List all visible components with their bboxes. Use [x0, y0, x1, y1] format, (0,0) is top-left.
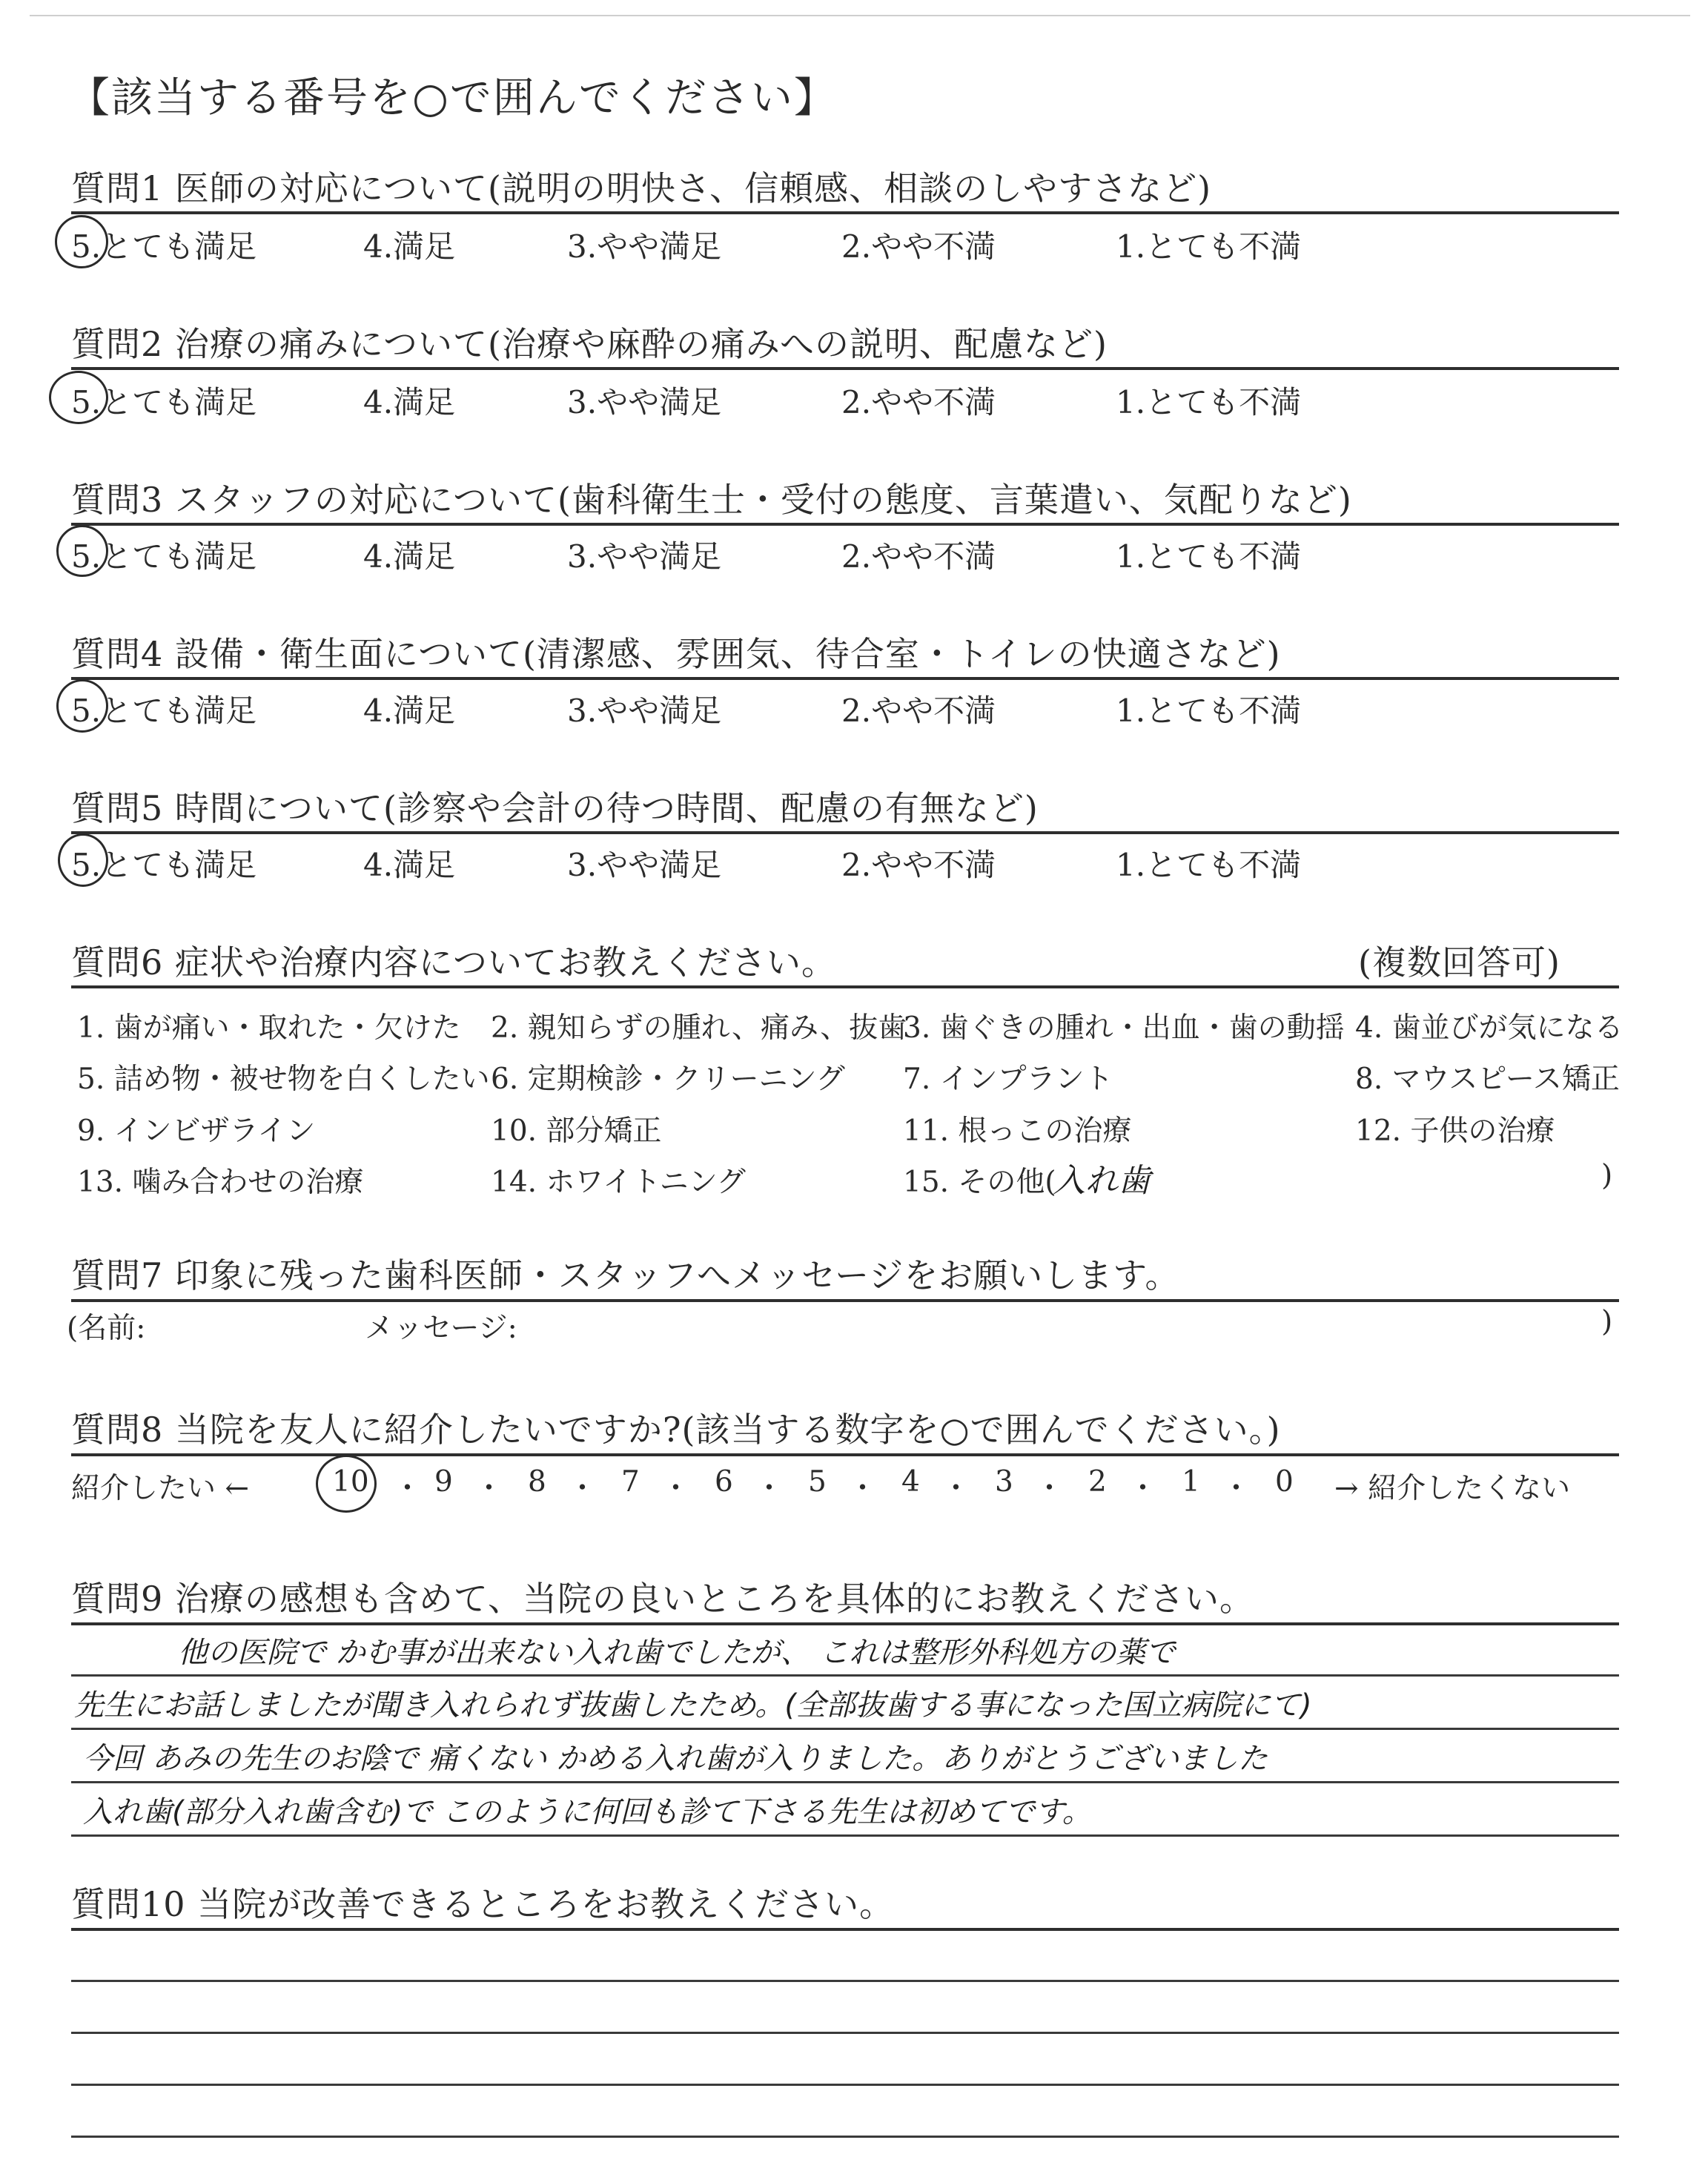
q8-scale-8[interactable]: 8 [528, 1465, 546, 1499]
q1-option-2[interactable]: 2.やや不満 [841, 228, 996, 265]
q5-option-1[interactable]: 1.とても不満 [1116, 847, 1302, 883]
q6-rule [71, 985, 1619, 988]
q8-scale-3[interactable]: 3 [995, 1465, 1013, 1499]
q5-rule [71, 831, 1619, 834]
q8-scale-6[interactable]: 6 [715, 1465, 733, 1499]
q8-right-label: → 紹介したくない [1334, 1472, 1571, 1505]
q8-title: 質問8 当院を友人に紹介したいですか?(該当する数字を○で囲んでください。) [71, 1410, 1281, 1450]
q6-item-15[interactable]: 15. その他( [903, 1166, 1056, 1199]
q7-name-label[interactable]: (名前: [67, 1312, 146, 1345]
q6-item-12[interactable]: 12. 子供の治療 [1355, 1114, 1555, 1148]
q10-title: 質問10 当院が改善できるところをお教えください。 [71, 1884, 895, 1924]
q4-option-5[interactable]: 5.とても満足 [71, 693, 257, 729]
q4-option-1[interactable]: 1.とても不満 [1116, 693, 1302, 729]
q8-sep: ・ [1128, 1472, 1158, 1505]
q6-item-11[interactable]: 11. 根っこの治療 [903, 1114, 1132, 1148]
q8-sep: ・ [941, 1472, 971, 1505]
q2-option-3[interactable]: 3.やや満足 [567, 384, 722, 420]
q3-option-1[interactable]: 1.とても不満 [1116, 538, 1302, 575]
q9-rule-1 [71, 1674, 1619, 1677]
q8-rule [71, 1453, 1619, 1456]
q2-option-5[interactable]: 5.とても満足 [71, 384, 257, 420]
q9-answer-line-2: 先生にお話しましたが聞き入れられず抜歯したため。(全部抜歯する事になった国立病院にて) [74, 1688, 1312, 1723]
q6-item-8[interactable]: 8. マウスピース矯正 [1355, 1063, 1620, 1096]
q4-title: 質問4 設備・衛生面について(清潔感、雰囲気、待合室・トイレの快適さなど) [71, 634, 1281, 674]
q8-sep: ・ [848, 1472, 878, 1505]
q8-scale-2[interactable]: 2 [1088, 1465, 1107, 1499]
q2-title: 質問2 治療の痛みについて(治療や麻酔の痛みへの説明、配慮など) [71, 324, 1108, 364]
q6-item-4[interactable]: 4. 歯並びが気になる [1355, 1011, 1623, 1045]
q8-selection-circle [316, 1455, 377, 1513]
q9-answer-line-1: 他の医院で かむ事が出来ない入れ歯でしたが、 これは整形外科処方の薬で [178, 1636, 1176, 1670]
q8-sep: ・ [755, 1472, 784, 1505]
q2-option-4[interactable]: 4.満足 [363, 384, 456, 420]
q10-rule-0 [71, 1928, 1619, 1931]
q3-option-5[interactable]: 5.とても満足 [71, 538, 257, 575]
q4-option-2[interactable]: 2.やや不満 [841, 693, 996, 729]
q6-other-close-paren: ) [1601, 1159, 1613, 1192]
q2-selection-circle [49, 371, 108, 424]
q3-option-3[interactable]: 3.やや満足 [567, 538, 722, 575]
q9-title: 質問9 治療の感想も含めて、当院の良いところを具体的にお教えください。 [71, 1579, 1254, 1619]
q7-title: 質問7 印象に残った歯科医師・スタッフへメッセージをお願いします。 [71, 1255, 1180, 1295]
q3-option-2[interactable]: 2.やや不満 [841, 538, 996, 575]
q6-item-6[interactable]: 6. 定期検診・クリーニング [491, 1063, 845, 1096]
q5-title: 質問5 時間について(診察や会計の待つ時間、配慮の有無など) [71, 788, 1039, 828]
q3-rule [71, 523, 1619, 526]
q1-option-3[interactable]: 3.やや満足 [567, 228, 722, 265]
q10-rule-4 [71, 2136, 1619, 2138]
q6-item-10[interactable]: 10. 部分矯正 [491, 1114, 662, 1148]
q6-item-14[interactable]: 14. ホワイトニング [491, 1166, 746, 1199]
q9-rule-3 [71, 1781, 1619, 1783]
q6-item-3[interactable]: 3. 歯ぐきの腫れ・出血・歯の動揺 [903, 1011, 1345, 1045]
q8-sep: ・ [474, 1472, 504, 1505]
q8-scale-5[interactable]: 5 [808, 1465, 827, 1499]
q6-item-5[interactable]: 5. 詰め物・被せ物を白くしたい [77, 1063, 490, 1096]
q7-close-paren: ) [1601, 1305, 1613, 1338]
q8-scale-0[interactable]: 0 [1275, 1465, 1294, 1499]
q5-option-4[interactable]: 4.満足 [363, 847, 456, 883]
q8-left-label: 紹介したい ← [71, 1472, 250, 1505]
q2-option-1[interactable]: 1.とても不満 [1116, 384, 1302, 420]
q6-item-9[interactable]: 9. インビザライン [77, 1114, 316, 1148]
q10-rule-3 [71, 2084, 1619, 2086]
q1-title: 質問1 医師の対応について(説明の明快さ、信頼感、相談のしやすさなど) [71, 168, 1212, 208]
q7-message-label[interactable]: メッセージ: [365, 1312, 517, 1345]
q1-option-4[interactable]: 4.満足 [363, 228, 456, 265]
q9-rule-2 [71, 1728, 1619, 1730]
q8-scale-1[interactable]: 1 [1182, 1465, 1200, 1499]
top-edge-line [30, 15, 1690, 16]
q5-option-2[interactable]: 2.やや不満 [841, 847, 996, 883]
q9-rule-0 [71, 1622, 1619, 1625]
q9-answer-line-3: 今回 あみの先生のお陰で 痛くない かめる入れ歯が入りました。ありがとうございました [83, 1742, 1268, 1776]
q6-note: (複数回答可) [1358, 942, 1560, 982]
q4-option-4[interactable]: 4.満足 [363, 693, 456, 729]
q1-option-1[interactable]: 1.とても不満 [1116, 228, 1302, 265]
q3-selection-circle [56, 525, 108, 577]
q1-selection-circle [55, 215, 108, 268]
q10-rule-1 [71, 1980, 1619, 1982]
q5-selection-circle [58, 833, 108, 887]
q8-sep: ・ [568, 1472, 598, 1505]
q2-option-2[interactable]: 2.やや不満 [841, 384, 996, 420]
q8-sep: ・ [1035, 1472, 1065, 1505]
q6-title: 質問6 症状や治療内容についてお教えください。 [71, 942, 836, 982]
q6-other-handwritten[interactable]: 入れ歯 [1053, 1162, 1151, 1200]
q5-option-3[interactable]: 3.やや満足 [567, 847, 722, 883]
q8-scale-10[interactable]: 10 [332, 1465, 369, 1499]
q8-sep: ・ [661, 1472, 691, 1505]
q6-item-13[interactable]: 13. 噛み合わせの治療 [77, 1166, 364, 1199]
q3-option-4[interactable]: 4.満足 [363, 538, 456, 575]
q8-sep: ・ [1222, 1472, 1251, 1505]
q6-item-2[interactable]: 2. 親知らずの腫れ、痛み、抜歯 [491, 1011, 907, 1045]
q6-item-1[interactable]: 1. 歯が痛い・取れた・欠けた [77, 1011, 461, 1045]
q1-option-5[interactable]: 5.とても満足 [71, 228, 257, 265]
q9-answer-line-4: 入れ歯(部分入れ歯含む)で このように何回も診て下さる先生は初めてです。 [83, 1795, 1092, 1829]
form-header: 【該当する番号を○で囲んでください】 [68, 74, 837, 122]
q1-rule [71, 211, 1619, 214]
q2-rule [71, 367, 1619, 370]
q5-option-5[interactable]: 5.とても満足 [71, 847, 257, 883]
q6-item-7[interactable]: 7. インプラント [903, 1063, 1113, 1096]
q7-rule [71, 1299, 1619, 1302]
q10-rule-2 [71, 2032, 1619, 2034]
q9-rule-4 [71, 1834, 1619, 1837]
q8-sep: ・ [393, 1472, 423, 1505]
q3-title: 質問3 スタッフの対応について(歯科衛生士・受付の態度、言葉遣い、気配りなど) [71, 480, 1352, 520]
q4-rule [71, 677, 1619, 680]
q4-selection-circle [56, 679, 108, 733]
q4-option-3[interactable]: 3.やや満足 [567, 693, 722, 729]
q8-scale-9[interactable]: 9 [434, 1465, 453, 1499]
q8-scale-4[interactable]: 4 [901, 1465, 920, 1499]
q8-scale-7[interactable]: 7 [621, 1465, 640, 1499]
